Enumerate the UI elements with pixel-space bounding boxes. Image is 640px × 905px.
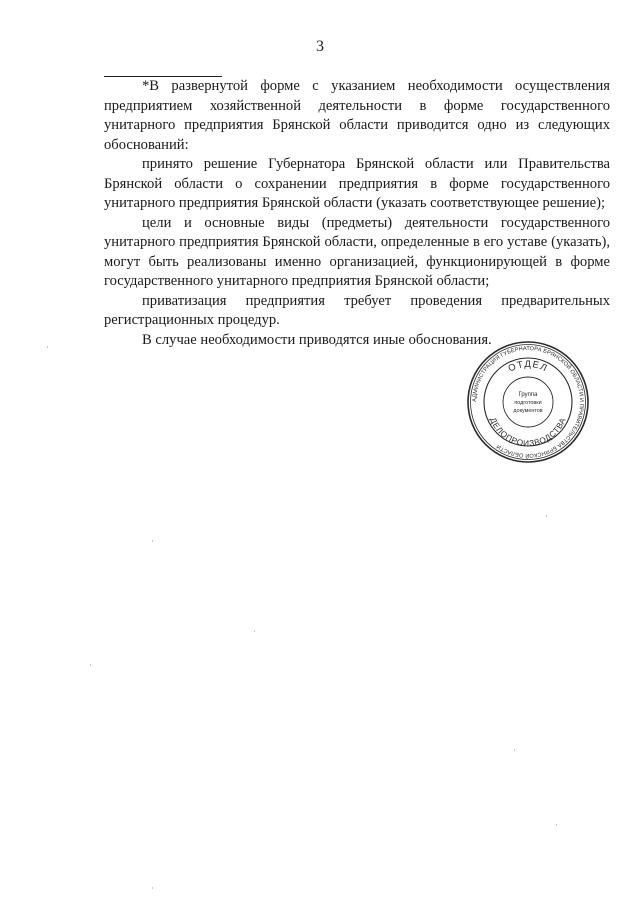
- stamp-center-line-2: подготовки: [514, 400, 542, 406]
- scan-speck: [152, 887, 153, 889]
- footnote-paragraph-governor-decision: принято решение Губернатора Брянской области или Правительства Брянской области о сохранении предприятия в форме государственного унитарного предприятия Брянской области (указать соответствующее решение);: [104, 156, 610, 211]
- scan-speck: [254, 630, 255, 632]
- footnote-text: [104, 77, 610, 350]
- footnote-paragraph-charter-goals: цели и основные виды (предметы) деятельности государственного унитарного предприятия Брянской области, определенные в его уставе (указать), могут быть реализованы именно организацией, функционирующей в форме государственного унитарного предприятия Брянской области;: [104, 214, 610, 289]
- stamp-center-line-1: Группа: [518, 392, 538, 398]
- stamp-outer-text: АДМИНИСТРАЦИЯ ГУБЕРНАТОРА БРЯНСКОЙ ОБЛАСТИ И ПРАВИТЕЛЬСТВА БРЯНСКОЙ ОБЛАСТИ: [471, 345, 585, 459]
- page-number: 3: [316, 38, 324, 55]
- footnote-paragraph-privatization: приватизация предприятия требует проведения предварительных регистрационных процедур.: [104, 292, 610, 328]
- scan-speck: [152, 540, 153, 542]
- footnote-paragraph-other: В случае необходимости приводятся иные обоснования.: [142, 331, 492, 348]
- scan-speck: [47, 346, 48, 348]
- scan-speck: [556, 824, 557, 826]
- stamp-bottom-text: ДЕЛОПРОИЗВОДСТВА: [488, 416, 568, 449]
- stamp-top-text: ОТДЕЛ: [506, 358, 550, 375]
- footnote-paragraph-intro: *В развернутой форме с указанием необходимости осуществления предприятием хозяйственной деятельности в форме государственного унитарного предприятия Брянской области приводится одно из следующих обоснований:: [104, 78, 610, 153]
- scan-speck: [546, 515, 547, 517]
- stamp-center-line-3: документов: [513, 408, 543, 414]
- official-stamp: [466, 340, 590, 464]
- scan-speck: [514, 749, 515, 751]
- scan-speck: [90, 664, 91, 666]
